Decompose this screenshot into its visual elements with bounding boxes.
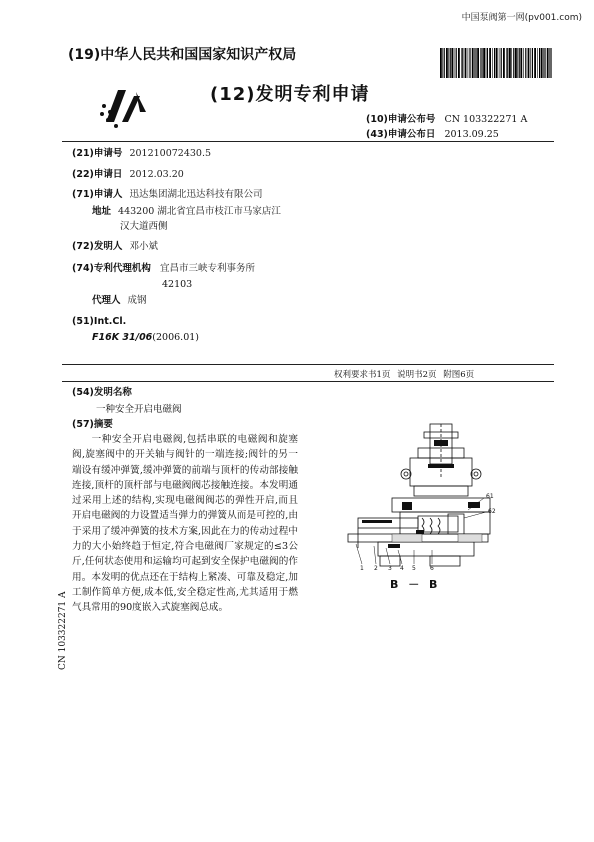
- publication-date-label: (43)申请公布日: [366, 129, 436, 140]
- address-label: 地址: [92, 206, 112, 217]
- agency-label: (74)专利代理机构: [72, 263, 151, 274]
- publication-date: 2013.09.25: [444, 129, 499, 140]
- application-number-label: (21)申请号: [72, 148, 123, 159]
- applicant-row: [72, 188, 262, 202]
- source-watermark: 中国泵阀第一网(pv001.com): [461, 13, 582, 23]
- callout-5: 5: [412, 565, 416, 572]
- callout-62: 62: [488, 508, 496, 515]
- intcl-year: (2006.01): [152, 332, 199, 343]
- issuing-office: (19)中华人民共和国国家知识产权局: [68, 47, 297, 63]
- applicant-label: (71)申请人: [72, 189, 123, 200]
- address-line-1: 443200 湖北省宜昌市枝江市马家店江: [118, 206, 281, 217]
- abstract-text: [72, 432, 298, 616]
- intcl-label: (51)Int.Cl.: [72, 316, 127, 327]
- barcode: [440, 48, 552, 78]
- applicant: 迅达集团湖北迅达科技有限公司: [129, 189, 263, 200]
- callout-6: 6: [430, 565, 434, 572]
- callout-1: 1: [360, 565, 364, 572]
- agency-code: 42103: [162, 279, 193, 290]
- publication-date-row: [366, 126, 554, 140]
- document-type: (12)发明专利申请: [210, 84, 370, 105]
- abstract-body: 一种安全开启电磁阀,包括串联的电磁阀和旋塞阀,旋塞阀中的开关轴与阀针的一端连接;阀针的另一端设有缓冲弹簧,缓冲弹簧的前端与顶杆的传动部接触连接,顶杆的顶杆部与电磁阀阀芯接触连接。本发明通过采用上述的结构,实现电磁阀阀芯的弹性开启,而且开启电磁阀的力设置适当弹力的弹簧从而是可控的,由于采用了缓冲弹簧的技术方案,因此在力的传动过程中力的大小始终趋于恒定,符合电磁阀厂家规定的≤3公斤,任何状态使用和运输均可起到安全保护电磁阀的作用。本发明的优点还在于结构上紧凑、可靠及稳定,加工制作简单方便,成本低,安全稳定性高,尤其适用于燃气具常用的90度嵌入式旋塞阀总成。: [72, 434, 298, 614]
- biblio-divider: [62, 364, 554, 365]
- agent-row: [92, 294, 147, 308]
- agent: 成钢: [127, 295, 147, 306]
- inventor-row: [72, 240, 158, 254]
- intcl-classification: [92, 331, 199, 345]
- valve-cross-section-drawing: [318, 418, 508, 598]
- inventor-label: (72)发明人: [72, 241, 123, 252]
- side-publication-number: CN 103322271 A: [58, 591, 68, 670]
- abstract-label-text: (57)摘要: [72, 419, 113, 430]
- patent-office-emblem: [96, 82, 152, 132]
- intcl-code: F16K 31/06: [92, 332, 153, 343]
- filing-date-label: (22)申请日: [72, 169, 123, 180]
- title-label: [72, 386, 132, 400]
- abstract-label: [72, 418, 113, 432]
- agency: 宜昌市三峡专利事务所: [159, 263, 255, 274]
- address-line-2: 汉大道西侧: [120, 221, 168, 232]
- invention-title: 一种安全开启电磁阀: [96, 404, 182, 415]
- callout-2: 2: [374, 565, 378, 572]
- title-label-text: (54)发明名称: [72, 387, 132, 398]
- filing-date: 2012.03.20: [129, 169, 184, 180]
- header-divider: [62, 141, 554, 142]
- page-counts: 权利要求书1页 说明书2页 附图6页: [334, 370, 475, 380]
- publication-number-row: [366, 111, 554, 125]
- inventor: 邓小斌: [129, 241, 158, 252]
- publication-number-label: (10)申请公布号: [366, 114, 436, 125]
- agency-row: [72, 262, 255, 276]
- figure-caption: B － B: [390, 578, 441, 591]
- intcl-row: [72, 315, 126, 329]
- callout-4: 4: [400, 565, 404, 572]
- callout-61: 61: [486, 493, 494, 500]
- application-number: 201210072430.5: [129, 148, 212, 159]
- address-row: [92, 205, 281, 219]
- agent-label: 代理人: [92, 295, 121, 306]
- publication-number: CN 103322271 A: [444, 114, 528, 125]
- filing-date-row: [72, 168, 184, 182]
- application-number-row: [72, 147, 211, 161]
- page-count-divider: [62, 381, 554, 382]
- callout-3: 3: [388, 565, 392, 572]
